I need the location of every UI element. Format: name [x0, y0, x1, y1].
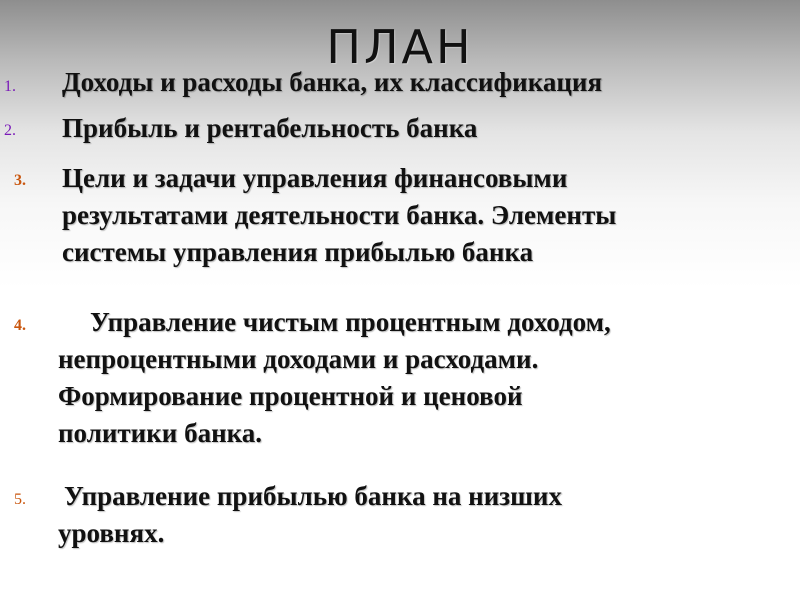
item-5-line-2: уровнях. [58, 518, 165, 548]
item-1-text: Доходы и расходы банка, их классификация [62, 67, 603, 97]
item-5-text [58, 478, 562, 552]
item-1-number: 1. [4, 78, 16, 95]
item-4-line-1: Управление чистым процентным доходом, [90, 307, 611, 337]
item-5-number: 5. [14, 491, 26, 508]
item-3-number: 3. [14, 172, 26, 189]
item-2-text: Прибыль и рентабельность банка [62, 113, 478, 143]
item-4-text [58, 304, 611, 452]
item-4-line-3: Формирование процентной и ценовой [58, 381, 523, 411]
item-3-text [62, 160, 616, 271]
item-3-line-1: Цели и задачи управления финансовыми [62, 163, 568, 193]
item-2-number: 2. [4, 122, 16, 139]
item-3-line-3: системы управления прибылью банка [62, 237, 534, 267]
item-4-line-2: непроцентными доходами и расходами. [58, 344, 539, 374]
item-3-line-2: результатами деятельности банка. Элементы [62, 200, 617, 230]
item-4-line-4: политики банка. [58, 418, 263, 448]
item-4-number: 4. [14, 317, 26, 334]
item-5-line-1: Управление прибылью банка на низших [64, 481, 562, 511]
slide-title: ПЛАН [326, 20, 474, 74]
